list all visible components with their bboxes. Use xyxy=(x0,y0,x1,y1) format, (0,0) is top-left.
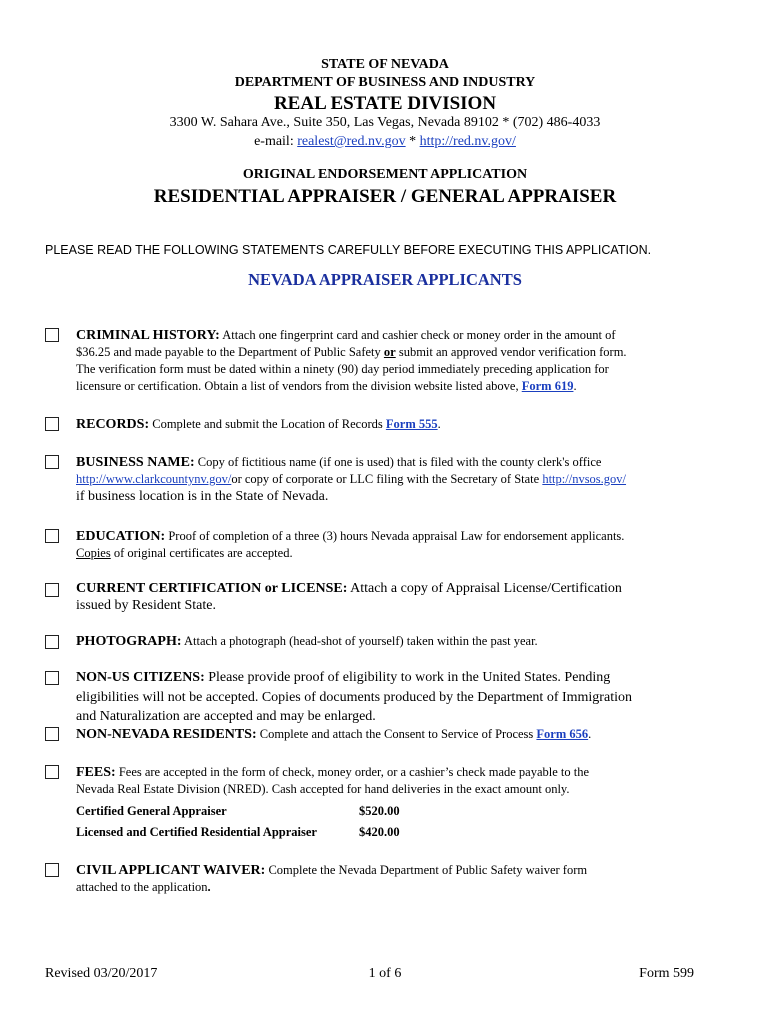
fee-row-name: Licensed and Certified Residential Appraiser xyxy=(76,825,317,839)
waiver-text-1: Complete the Nevada Department of Public Safety waiver form xyxy=(265,863,588,877)
checkbox-non-nevada-residents[interactable] xyxy=(45,727,59,741)
business-text-3: if business location is in the State of Nevada. xyxy=(76,489,329,504)
fees-text-2: Nevada Real Estate Division (NRED). Cash accepted for hand deliveries in the exact amount only. xyxy=(76,782,570,796)
header-contact xyxy=(0,134,770,150)
records-end: . xyxy=(437,417,441,431)
education-label: EDUCATION: xyxy=(76,529,166,544)
checkbox-current-certification[interactable] xyxy=(45,583,59,597)
footer-form-number: Form 599 xyxy=(639,966,694,981)
checkbox-civil-applicant-waiver[interactable] xyxy=(45,863,59,877)
education-text-2: of original certificates are accepted. xyxy=(110,546,293,560)
business-text-1: Copy of fictitious name (if one is used) that is filed with the county clerk's office xyxy=(194,455,602,469)
form-619-link[interactable]: Form 619 xyxy=(521,379,574,393)
item-business-name xyxy=(76,454,716,505)
fee-row-amount: $520.00 xyxy=(359,804,400,818)
email-link[interactable]: realest@red.nv.gov xyxy=(297,134,406,149)
item-fees xyxy=(76,764,716,798)
waiver-label: CIVIL APPLICANT WAIVER: xyxy=(76,863,266,878)
waiver-end: . xyxy=(207,880,211,894)
non-nevada-label: NON-NEVADA RESIDENTS: xyxy=(76,727,257,742)
checkbox-records[interactable] xyxy=(45,417,59,431)
certification-label: CURRENT CERTIFICATION or LICENSE: xyxy=(76,581,348,596)
nvsos-link[interactable]: http://nvsos.gov/ xyxy=(542,472,627,486)
form-555-link[interactable]: Form 555 xyxy=(385,417,438,431)
form-656-link[interactable]: Form 656 xyxy=(536,727,589,741)
non-nevada-end: . xyxy=(588,727,592,741)
criminal-end: . xyxy=(573,379,577,393)
item-current-certification xyxy=(76,580,716,614)
item-records xyxy=(76,416,716,433)
email-prefix: e-mail: xyxy=(254,134,298,149)
footer-page-number: 1 of 6 xyxy=(368,966,402,981)
header-state: STATE OF NEVADA xyxy=(321,57,449,72)
fees-text-1: Fees are accepted in the form of check, money order, or a cashier’s check made payable to the xyxy=(115,765,590,779)
waiver-text-2: attached to the application xyxy=(76,880,208,894)
header-department: DEPARTMENT OF BUSINESS AND INDUSTRY xyxy=(234,75,536,90)
checkbox-photograph[interactable] xyxy=(45,635,59,649)
checkbox-business-name[interactable] xyxy=(45,455,59,469)
application-type: ORIGINAL ENDORSEMENT APPLICATION xyxy=(242,167,528,182)
criminal-text-2b: submit an approved vendor verification form. xyxy=(395,345,627,359)
website-link[interactable]: http://red.nv.gov/ xyxy=(419,134,516,149)
criminal-label: CRIMINAL HISTORY: xyxy=(76,328,220,343)
clark-county-link[interactable]: http://www.clarkcountynv.gov/ xyxy=(76,472,232,486)
header-address: 3300 W. Sahara Ave., Suite 350, Las Vegas, Nevada 89102 * (702) 486-4033 xyxy=(169,115,601,130)
business-label: BUSINESS NAME: xyxy=(76,455,195,470)
item-education xyxy=(76,528,716,562)
non-us-text-2: eligibilities will not be accepted. Copies of documents produced by the Department of Immigration xyxy=(76,689,632,705)
criminal-text-1: Attach one fingerprint card and cashier check or money order in the amount of xyxy=(219,328,616,342)
criminal-text-2a: $36.25 and made payable to the Department of Public Safety xyxy=(76,345,384,359)
photograph-text: Attach a photograph (head-shot of yourself) taken within the past year. xyxy=(181,634,538,648)
item-non-nevada-residents xyxy=(76,726,716,743)
fees-label: FEES: xyxy=(76,765,116,780)
footer-revised-date: Revised 03/20/2017 xyxy=(45,966,158,981)
fee-row-name: Certified General Appraiser xyxy=(76,804,227,818)
instruction-text: PLEASE READ THE FOLLOWING STATEMENTS CAREFULLY BEFORE EXECUTING THIS APPLICATION. xyxy=(45,243,652,257)
checkbox-fees[interactable] xyxy=(45,765,59,779)
fee-row-amount: $420.00 xyxy=(359,825,400,839)
checkbox-education[interactable] xyxy=(45,529,59,543)
checkbox-non-us-citizens[interactable] xyxy=(45,671,59,685)
non-us-text-3: and Naturalization are accepted and may be enlarged. xyxy=(76,709,376,724)
checkbox-criminal-history[interactable] xyxy=(45,328,59,342)
certification-text-2: issued by Resident State. xyxy=(76,598,216,613)
education-text-1: Proof of completion of a three (3) hours Nevada appraisal Law for endorsement applicants. xyxy=(165,529,625,543)
records-label: RECORDS: xyxy=(76,417,150,432)
criminal-or: or xyxy=(383,345,396,359)
item-civil-applicant-waiver xyxy=(76,862,716,896)
header-division: REAL ESTATE DIVISION xyxy=(273,93,497,114)
section-heading: NEVADA APPRAISER APPLICANTS xyxy=(248,270,522,289)
non-nevada-text: Complete and attach the Consent to Service of Process xyxy=(256,727,537,741)
document-title: RESIDENTIAL APPRAISER / GENERAL APPRAISER xyxy=(153,186,617,207)
item-non-us-citizens xyxy=(76,668,716,727)
item-criminal-history xyxy=(76,327,716,395)
criminal-text-3: The verification form must be dated within a ninety (90) day period immediately preceding application for xyxy=(76,362,609,376)
non-us-text-1: Please provide proof of eligibility to work in the United States. Pending xyxy=(204,670,611,685)
criminal-text-4: licensure or certification. Obtain a list of vendors from the division website listed above, xyxy=(76,379,522,393)
non-us-label: NON-US CITIZENS: xyxy=(76,670,205,685)
item-photograph xyxy=(76,633,716,650)
education-copies: Copies xyxy=(76,546,111,560)
business-text-2: or copy of corporate or LLC filing with the Secretary of State xyxy=(231,472,543,486)
certification-text-1: Attach a copy of Appraisal License/Certification xyxy=(347,581,622,596)
contact-separator: * xyxy=(405,134,420,149)
records-text: Complete and submit the Location of Records xyxy=(149,417,386,431)
photograph-label: PHOTOGRAPH: xyxy=(76,634,182,649)
